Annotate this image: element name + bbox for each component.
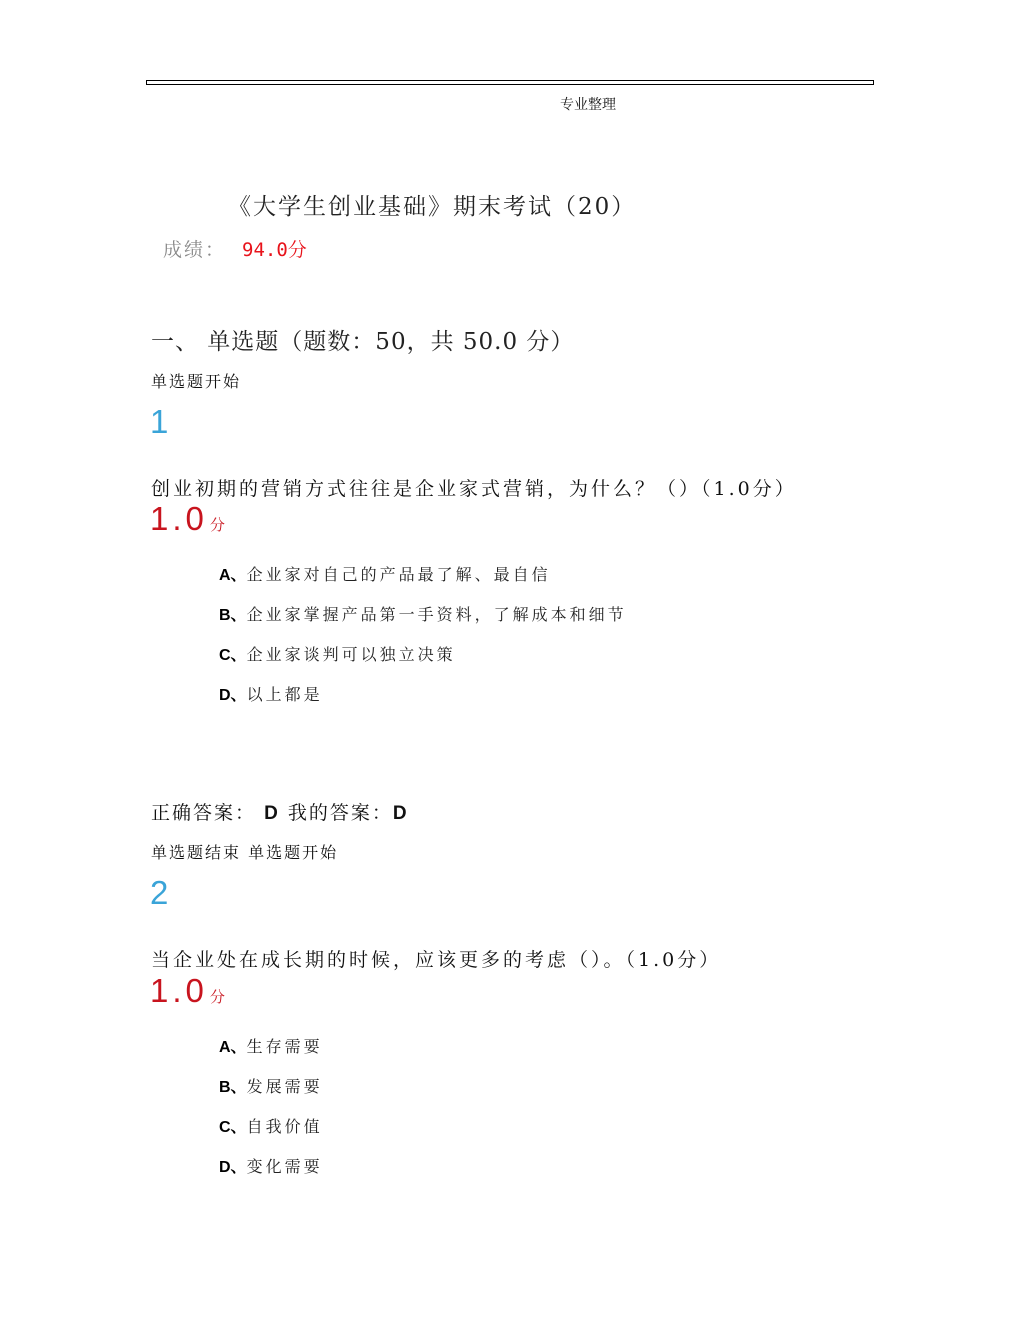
option-b xyxy=(219,602,627,625)
option-a xyxy=(219,562,551,585)
page-title: 《大学生创业基础》期末考试（20） xyxy=(228,194,637,220)
answer-line xyxy=(151,798,409,825)
option-text: 发展需要 xyxy=(246,1077,323,1096)
option-letter: A、 xyxy=(219,567,247,584)
option-a xyxy=(219,1034,323,1057)
option-letter: D、 xyxy=(219,1159,247,1176)
option-letter: B、 xyxy=(219,1079,247,1096)
option-letter: A、 xyxy=(219,1039,247,1056)
section-start-marker: 单选题开始 xyxy=(151,372,242,391)
option-letter: B、 xyxy=(219,607,247,624)
option-letter: C、 xyxy=(219,647,247,664)
option-text: 企业家对自己的产品最了解、最自信 xyxy=(246,565,551,584)
question-number: 1 xyxy=(150,403,169,440)
question-score xyxy=(150,972,225,1010)
option-b xyxy=(219,1074,323,1097)
option-text: 以上都是 xyxy=(246,685,323,704)
question-text: 当企业处在成长期的时候，应该更多的考虑（）。（1.0分） xyxy=(151,949,722,971)
question-text: 创业初期的营销方式往往是企业家式营销，为什么？（）（1.0分） xyxy=(151,478,797,500)
option-text: 变化需要 xyxy=(246,1157,323,1176)
question-score-value: 1.0 xyxy=(150,972,208,1009)
question-score-value: 1.0 xyxy=(150,500,208,537)
my-answer-label: 我的答案： xyxy=(287,802,393,824)
question-score xyxy=(150,500,225,538)
section-title: 一、 单选题（题数：50，共 50.0 分） xyxy=(151,329,575,355)
option-letter: D、 xyxy=(219,687,247,704)
section-end-start-marker: 单选题结束 单选题开始 xyxy=(151,843,339,862)
option-text: 自我价值 xyxy=(246,1117,323,1136)
correct-answer-value: D xyxy=(264,803,280,824)
header-rule xyxy=(146,80,874,85)
score-value: 94.0分 xyxy=(242,239,307,261)
header-text: 专业整理 xyxy=(560,97,616,113)
option-text: 企业家谈判可以独立决策 xyxy=(246,645,456,664)
question-number: 2 xyxy=(150,874,169,911)
question-score-unit: 分 xyxy=(209,516,225,534)
option-letter: C、 xyxy=(219,1119,247,1136)
option-c xyxy=(219,642,456,665)
option-c xyxy=(219,1114,323,1137)
option-text: 企业家掌握产品第一手资料，了解成本和细节 xyxy=(246,605,627,624)
question-score-unit: 分 xyxy=(209,988,225,1006)
option-text: 生存需要 xyxy=(246,1037,323,1056)
correct-answer-label: 正确答案： xyxy=(151,802,257,824)
my-answer-value: D xyxy=(392,803,409,824)
option-d xyxy=(219,1154,323,1177)
score-label: 成绩： xyxy=(163,239,227,261)
option-d xyxy=(219,682,323,705)
